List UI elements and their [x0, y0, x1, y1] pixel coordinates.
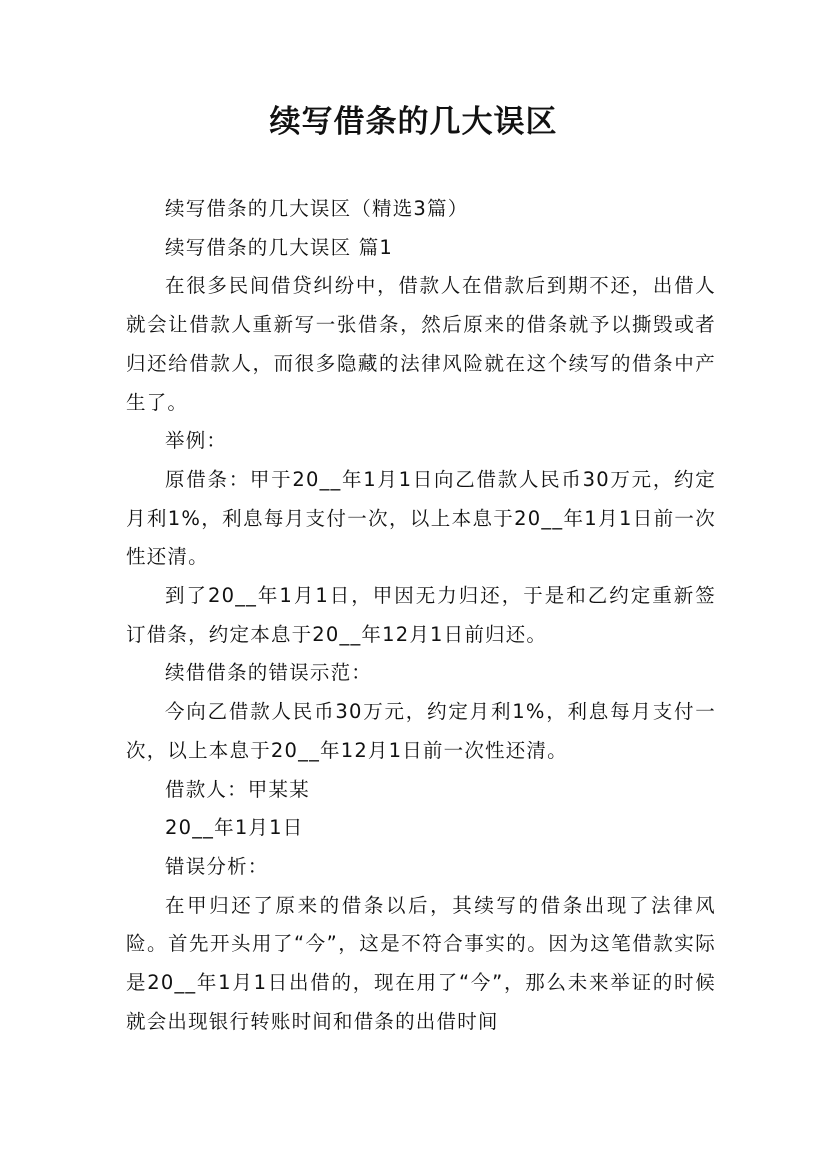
- paragraph: 原借条：甲于20__年1月1日向乙借款人民币30万元，约定月利1%，利息每月支付一次，以上本息于20__年1月1日前一次性还清。: [126, 467, 716, 569]
- document-body: [126, 190, 716, 1041]
- paragraph: 在甲归还了原来的借条以后，其续写的借条出现了法律风险。首先开头用了“今”，这是不符合事实的。因为这笔借款实际是20__年1月1日出借的，现在用了“今”，那么未来举证的时候就会出现银行转账时间和借条的出借时间: [126, 893, 716, 1033]
- paragraph: 在很多民间借贷纠纷中，借款人在借款后到期不还，出借人就会让借款人重新写一张借条，然后原来的借条就予以撕毁或者归还给借款人，而很多隐藏的法律风险就在这个续写的借条中产生了。: [126, 274, 716, 414]
- paragraph: 借款人：甲某某: [165, 777, 310, 801]
- paragraph: 举例：: [165, 429, 228, 453]
- paragraph: 今向乙借款人民币30万元，约定月利1%，利息每月支付一次，以上本息于20__年12月1日前一次性还清。: [126, 700, 716, 762]
- paragraph: 续借借条的错误示范：: [165, 661, 373, 685]
- paragraph: 20__年1月1日: [165, 816, 304, 840]
- document-title: 续写借条的几大误区: [269, 104, 558, 140]
- paragraph: 错误分析：: [165, 854, 269, 878]
- paragraph: 续写借条的几大误区（精选3篇）: [165, 197, 469, 220]
- paragraph: 到了20__年1月1日，甲因无力归还，于是和乙约定重新签订借条，约定本息于20__年12月1日前归还。: [126, 584, 716, 646]
- paragraph: 续写借条的几大误区 篇1: [165, 235, 394, 259]
